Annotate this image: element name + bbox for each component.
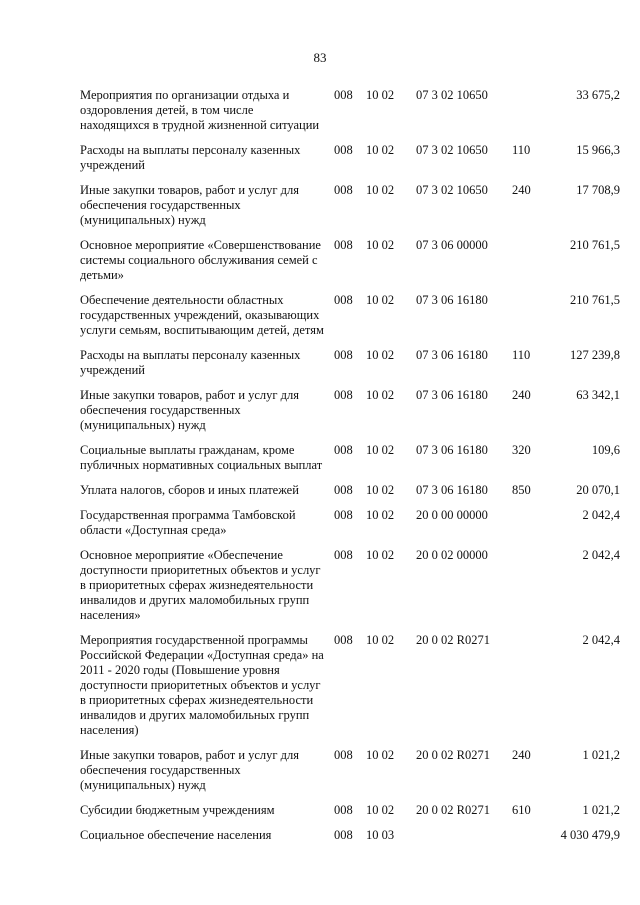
section-code: 10 02 — [366, 183, 395, 197]
table-row — [80, 443, 620, 473]
section-code: 10 02 — [366, 348, 395, 362]
expense-type-code: 610 — [512, 803, 531, 817]
ministry-code: 008 — [334, 828, 353, 842]
amount: 109,6 — [591, 443, 620, 457]
table-row — [80, 803, 620, 818]
target-article-code: 07 3 06 16180 — [416, 388, 488, 402]
section-code: 10 02 — [366, 88, 395, 102]
row-name: Государственная программа Тамбовской области «Доступная среда» — [80, 508, 296, 537]
target-article-code: 20 0 02 R0271 — [416, 748, 490, 762]
amount: 1 021,2 — [582, 803, 620, 817]
table-row — [80, 508, 620, 538]
row-name: Иные закупки товаров, работ и услуг для обеспечения государственных (муниципальных) нужд — [80, 388, 300, 432]
amount: 17 708,9 — [576, 183, 620, 197]
ministry-code: 008 — [334, 88, 353, 102]
table-row — [80, 88, 620, 133]
section-code: 10 02 — [366, 293, 395, 307]
ministry-code: 008 — [334, 388, 353, 402]
section-code: 10 02 — [366, 388, 395, 402]
section-code: 10 02 — [366, 238, 395, 252]
target-article-code: 07 3 06 00000 — [416, 238, 488, 252]
expense-type-code: 320 — [512, 443, 531, 457]
section-code: 10 03 — [366, 828, 395, 842]
budget-table — [80, 88, 620, 853]
amount: 63 342,1 — [576, 388, 620, 402]
table-row — [80, 748, 620, 793]
section-code: 10 02 — [366, 748, 395, 762]
section-code: 10 02 — [366, 143, 395, 157]
row-name: Субсидии бюджетным учреждениям — [80, 803, 275, 817]
amount: 2 042,4 — [582, 508, 620, 522]
amount: 2 042,4 — [582, 633, 620, 647]
ministry-code: 008 — [334, 143, 353, 157]
ministry-code: 008 — [334, 803, 353, 817]
row-name: Обеспечение деятельности областных государственных учреждений, оказывающих услуги семьям, воспитывающим детей, детям — [80, 293, 324, 337]
table-row — [80, 388, 620, 433]
ministry-code: 008 — [334, 238, 353, 252]
row-name: Уплата налогов, сборов и иных платежей — [80, 483, 299, 497]
table-row — [80, 238, 620, 283]
row-name: Расходы на выплаты персоналу казенных учреждений — [80, 143, 301, 172]
table-row — [80, 293, 620, 338]
target-article-code: 20 0 02 R0271 — [416, 803, 490, 817]
section-code: 10 02 — [366, 508, 395, 522]
expense-type-code: 850 — [512, 483, 531, 497]
amount: 20 070,1 — [576, 483, 620, 497]
row-name: Основное мероприятие «Совершенствование системы социального обслуживания семей с детьми» — [80, 238, 321, 282]
amount: 127 239,8 — [570, 348, 620, 362]
target-article-code: 07 3 06 16180 — [416, 483, 488, 497]
table-row — [80, 348, 620, 378]
amount: 4 030 479,9 — [560, 828, 620, 842]
row-name: Мероприятия по организации отдыха и оздоровления детей, в том числе находящихся в трудной жизненной ситуации — [80, 88, 320, 132]
ministry-code: 008 — [334, 548, 353, 562]
amount: 15 966,3 — [576, 143, 620, 157]
target-article-code: 07 3 06 16180 — [416, 348, 488, 362]
section-code: 10 02 — [366, 443, 395, 457]
target-article-code: 07 3 02 10650 — [416, 143, 488, 157]
section-code: 10 02 — [366, 633, 395, 647]
row-name: Расходы на выплаты персоналу казенных учреждений — [80, 348, 301, 377]
table-row — [80, 633, 620, 738]
amount: 1 021,2 — [582, 748, 620, 762]
target-article-code: 07 3 02 10650 — [416, 183, 488, 197]
ministry-code: 008 — [334, 443, 353, 457]
ministry-code: 008 — [334, 293, 353, 307]
ministry-code: 008 — [334, 508, 353, 522]
ministry-code: 008 — [334, 183, 353, 197]
section-code: 10 02 — [366, 483, 395, 497]
amount: 2 042,4 — [582, 548, 620, 562]
table-row — [80, 143, 620, 173]
amount: 210 761,5 — [570, 293, 620, 307]
row-name: Социальное обеспечение населения — [80, 828, 272, 842]
amount: 33 675,2 — [576, 88, 620, 102]
target-article-code: 07 3 06 16180 — [416, 443, 488, 457]
target-article-code: 07 3 06 16180 — [416, 293, 488, 307]
row-name: Иные закупки товаров, работ и услуг для обеспечения государственных (муниципальных) нужд — [80, 183, 300, 227]
table-row — [80, 548, 620, 623]
target-article-code: 20 0 02 00000 — [416, 548, 488, 562]
row-name: Социальные выплаты гражданам, кроме публичных нормативных социальных выплат — [80, 443, 323, 472]
ministry-code: 008 — [334, 483, 353, 497]
expense-type-code: 110 — [512, 143, 531, 157]
target-article-code: 20 0 00 00000 — [416, 508, 488, 522]
expense-type-code: 240 — [512, 388, 531, 402]
expense-type-code: 240 — [512, 748, 531, 762]
table-row — [80, 483, 620, 498]
row-name: Мероприятия государственной программы Российской Федерации «Доступная среда» на 2011 - 2020 годы (Повышение уровня доступности приоритетных объектов и услуг в приоритетных сферах жизнедеятельности инвалидов и других маломобильных групп населения) — [80, 633, 324, 737]
ministry-code: 008 — [334, 348, 353, 362]
row-name: Основное мероприятие «Обеспечение доступности приоритетных объектов и услуг в приоритетных сферах жизнедеятельности инвалидов и других маломобильных групп населения» — [80, 548, 321, 622]
expense-type-code: 110 — [512, 348, 531, 362]
ministry-code: 008 — [334, 748, 353, 762]
target-article-code: 20 0 02 R0271 — [416, 633, 490, 647]
table-row — [80, 828, 620, 843]
amount: 210 761,5 — [570, 238, 620, 252]
section-code: 10 02 — [366, 548, 395, 562]
row-name: Иные закупки товаров, работ и услуг для обеспечения государственных (муниципальных) нужд — [80, 748, 300, 792]
expense-type-code: 240 — [512, 183, 531, 197]
table-row — [80, 183, 620, 228]
ministry-code: 008 — [334, 633, 353, 647]
section-code: 10 02 — [366, 803, 395, 817]
page-number: 83 — [313, 50, 327, 65]
target-article-code: 07 3 02 10650 — [416, 88, 488, 102]
